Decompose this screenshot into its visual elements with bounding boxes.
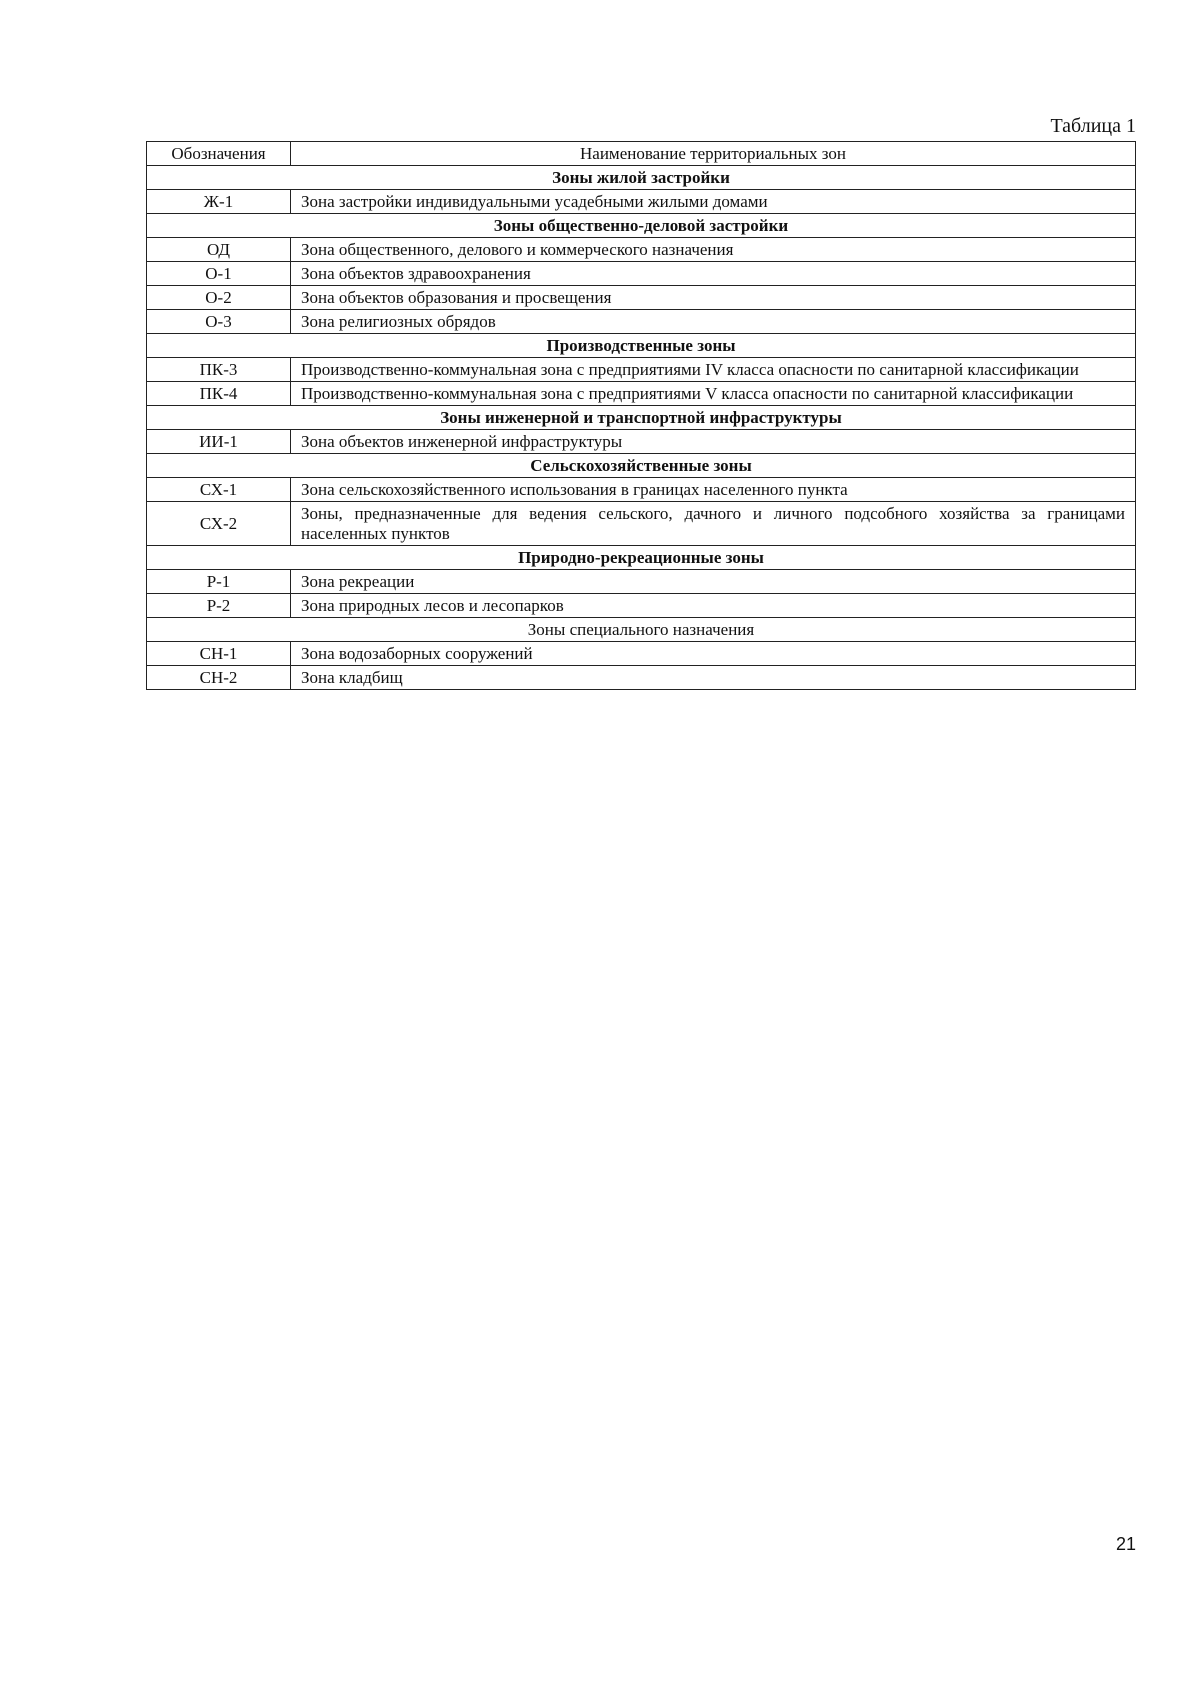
table-row <box>147 310 1136 334</box>
zone-code: СХ-1 <box>147 478 291 502</box>
zone-name: Зона водозаборных сооружений <box>291 642 1136 666</box>
table-row <box>147 502 1136 546</box>
page-number: 21 <box>1115 1534 1136 1554</box>
section-title: Зоны жилой застройки <box>147 166 1136 190</box>
zone-name: Зона объектов здравоохранения <box>291 262 1136 286</box>
zone-code: СН-2 <box>147 666 291 690</box>
zones-table-body <box>147 166 1136 690</box>
zone-name: Зона кладбищ <box>291 666 1136 690</box>
zone-code: СХ-2 <box>147 502 291 546</box>
table-row <box>147 262 1136 286</box>
table-row <box>147 382 1136 406</box>
zone-code: Р-1 <box>147 570 291 594</box>
zone-name: Зона застройки индивидуальными усадебными жилыми домами <box>291 190 1136 214</box>
header-name: Наименование территориальных зон <box>291 142 1136 166</box>
zone-code: ПК-4 <box>147 382 291 406</box>
zone-code: Ж-1 <box>147 190 291 214</box>
table-row <box>147 430 1136 454</box>
table-row <box>147 238 1136 262</box>
section-title: Зоны специального назначения <box>147 618 1136 642</box>
section-title: Сельскохозяйственные зоны <box>147 454 1136 478</box>
zone-name: Зона общественного, делового и коммерческого назначения <box>291 238 1136 262</box>
section-title: Зоны инженерной и транспортной инфраструктуры <box>147 406 1136 430</box>
zone-name: Зона религиозных обрядов <box>291 310 1136 334</box>
zone-name: Зоны, предназначенные для ведения сельского, дачного и личного подсобного хозяйства за границами населенных пунктов <box>291 502 1136 546</box>
zone-name: Зона природных лесов и лесопарков <box>291 594 1136 618</box>
section-title: Зоны общественно-деловой застройки <box>147 214 1136 238</box>
table-row <box>147 642 1136 666</box>
table-row <box>147 570 1136 594</box>
section-row <box>147 618 1136 642</box>
zones-table <box>146 141 1136 690</box>
zone-name: Зона объектов инженерной инфраструктуры <box>291 430 1136 454</box>
section-row <box>147 454 1136 478</box>
zone-name: Зона рекреации <box>291 570 1136 594</box>
zone-name: Производственно-коммунальная зона с предприятиями IV класса опасности по санитарной классификации <box>291 358 1136 382</box>
zone-code: ПК-3 <box>147 358 291 382</box>
section-row <box>147 334 1136 358</box>
zone-code: О-3 <box>147 310 291 334</box>
table-caption: Таблица 1 <box>1050 115 1136 137</box>
zone-code: ИИ-1 <box>147 430 291 454</box>
zone-code: О-2 <box>147 286 291 310</box>
zone-code: ОД <box>147 238 291 262</box>
zone-name: Зона сельскохозяйственного использования в границах населенного пункта <box>291 478 1136 502</box>
table-header-row <box>147 142 1136 166</box>
zone-code: СН-1 <box>147 642 291 666</box>
table-row <box>147 478 1136 502</box>
section-title: Природно-рекреационные зоны <box>147 546 1136 570</box>
section-title: Производственные зоны <box>147 334 1136 358</box>
section-row <box>147 166 1136 190</box>
header-code: Обозначения <box>147 142 291 166</box>
table-row <box>147 190 1136 214</box>
section-row <box>147 214 1136 238</box>
section-row <box>147 406 1136 430</box>
zone-name: Производственно-коммунальная зона с предприятиями V класса опасности по санитарной классификации <box>291 382 1136 406</box>
section-row <box>147 546 1136 570</box>
zone-code: Р-2 <box>147 594 291 618</box>
table-row <box>147 594 1136 618</box>
table-row <box>147 666 1136 690</box>
zone-code: О-1 <box>147 262 291 286</box>
table-row <box>147 358 1136 382</box>
table-row <box>147 286 1136 310</box>
zone-name: Зона объектов образования и просвещения <box>291 286 1136 310</box>
